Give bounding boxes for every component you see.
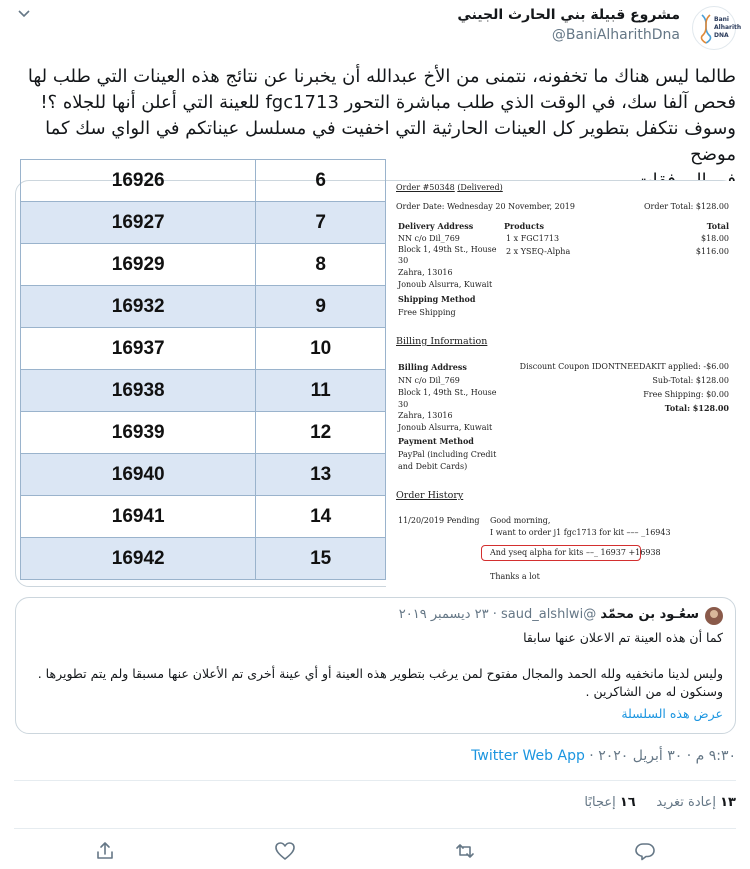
table-row: 16937 10 [21, 328, 386, 370]
quote-line: وليس لدينا مانخفيه ولله الحمد والمجال مفتوح لمن يرغب بتطوير هذه العينة أو أي عينة أخرى تم الأعلان عنها مسبقا ولم يتم تطويرها . [37, 666, 723, 681]
heart-icon[interactable] [274, 840, 296, 862]
divider [14, 780, 736, 781]
avatar[interactable] [692, 6, 742, 50]
table-row: 16929 8 [21, 244, 386, 286]
product-line: 1 x FGC1713 [506, 234, 560, 243]
divider [14, 828, 736, 829]
retweets-stat[interactable]: ١٣ إعادة تغريد [656, 795, 736, 810]
quote-handle[interactable]: @saud_alshlwi [501, 607, 597, 622]
show-thread-link[interactable]: عرض هذه السلسلة [621, 706, 723, 721]
tweet-timestamp [471, 748, 736, 764]
media-attachment[interactable] [15, 169, 736, 587]
table-row: 16926 6 [21, 160, 386, 202]
quote-line: وسنكون له من الشاكرين . [585, 684, 723, 699]
coupon-line: Discount Coupon IDONTNEEDAKIT applied: -$6.00 [519, 362, 729, 371]
quote-avatar[interactable] [705, 607, 723, 625]
kit-number-table [20, 159, 386, 580]
time-date[interactable]: ٩:٣٠ م · ٣٠ أبريل ٢٠٢٠ · [589, 748, 736, 764]
likes-stat[interactable]: ١٦ إعجابًا [584, 795, 636, 810]
retweet-icon[interactable] [454, 840, 476, 862]
order-title: Order #50348 (Delivered) [396, 183, 503, 192]
delivery-address-label: Delivery Address [398, 221, 474, 231]
table-row: 16938 11 [21, 370, 386, 412]
product-line: 2 x YSEQ-Alpha [506, 247, 571, 256]
order-total-top: Order Total: $128.00 [644, 202, 729, 211]
dna-logo-icon [700, 15, 712, 43]
table-row: 16932 9 [21, 286, 386, 328]
source-link[interactable]: Twitter Web App [471, 748, 585, 764]
reply-icon[interactable] [634, 840, 656, 862]
tweet-line: طالما ليس هناك ما تخفونه، نتمنى من الأخ عبدالله أن يخبرنا عن نتائج هذه العينات التي طلب لها [27, 66, 736, 87]
quote-date: · ٢٣ ديسمبر ٢٠١٩ [398, 607, 497, 622]
table-row: 16941 14 [21, 496, 386, 538]
order-date: Order Date: Wednesday 20 November, 2019 [396, 202, 575, 211]
chevron-down-icon[interactable] [14, 6, 34, 22]
order-history-heading: Order History [396, 490, 464, 501]
quote-line: كما أن هذه العينة تم الاعلان عنها سابقا [523, 630, 723, 645]
tweet-line: فحص آلفا سك، في الوقت الذي طلب مباشرة التحور fgc1713 للعينة التي أعلن أنها للجلاه ؟! [40, 92, 736, 113]
share-icon[interactable] [94, 840, 116, 862]
quote-display-name[interactable]: سعُـود بن محمّد [600, 607, 699, 622]
action-bar [0, 838, 750, 864]
display-name[interactable]: مشروع قبيلة بني الحارث الجيني [457, 7, 680, 23]
products-label: Products [504, 221, 545, 231]
spreadsheet-image [20, 169, 386, 588]
table-row: 16942 15 [21, 538, 386, 580]
user-handle[interactable]: @BaniAlharithDna [551, 27, 680, 43]
quoted-tweet[interactable] [15, 597, 736, 734]
logo-text: Bani Alharith DNA [714, 16, 742, 39]
table-row: 16927 7 [21, 202, 386, 244]
order-receipt-image: Order #50348 (Delivered) Order Date: Wednesday 20 November, 2019 Order Total: $128.00 Delivery Address Products Total NN c/o Dil_769 Block 1, 49th St., House 30 Zahra, 13016 Jonoub Alsurra, Kuwait 1 x FGC1713 $18.00 2 x YSEQ-Alpha $116.00 Shipping Method Free Shipping Billing Information Billing Address NN c/o Dil_769 Block 1, 49th St., House 30 Zahra, 13016 Jonoub Alsurra, Kuwait Discount Coupon IDONTNEEDAKIT applied: -$6.00 Sub-Total: $128.00 Free Shipping: $0.00 Total: $128.00 Payment Method PayPal (including Credit and Debit Cards) Order History 11/20/2019 Pending Good morning, I want to order j1 fgc1713 for kit ––– _16943 And yseq alpha for kits ––_ 16937 +16938 Thanks a lot [386, 181, 737, 588]
billing-information-heading: Billing Information [396, 336, 488, 347]
table-row: 16940 13 [21, 454, 386, 496]
table-row: 16939 12 [21, 412, 386, 454]
quote-header [399, 607, 699, 622]
tweet-line: وسوف نتكفل بتطوير كل العينات الحارثية التي اخفيت في مسلسل عيناتكم في الواي سك كما موضح [45, 118, 736, 165]
total-label: Total [706, 221, 729, 231]
engagement-stats [584, 795, 736, 810]
tweet-header [0, 0, 750, 56]
